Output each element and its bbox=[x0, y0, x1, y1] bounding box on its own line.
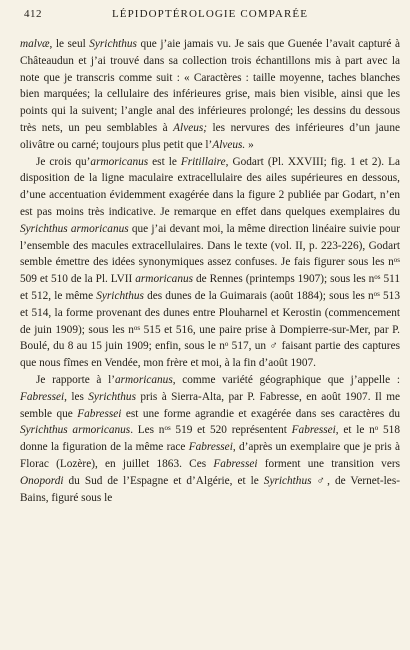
italic-term: Syrichthus bbox=[263, 474, 312, 487]
superscript: o bbox=[374, 424, 379, 433]
superscript: os bbox=[164, 424, 171, 433]
text-run: ♂, de Vernet-les-Bains, figuré sous le bbox=[20, 474, 400, 504]
text-run: est une forme agrandie et exagérée dans ses caractères du bbox=[121, 407, 400, 420]
text-run: pris à Sierra-Alta, par P. Fabresse, en août 1907. Il me semble que bbox=[20, 390, 400, 420]
text-run: 509 et 510 de la Pl. LVII bbox=[20, 273, 136, 286]
italic-term: Fabressei bbox=[188, 441, 233, 454]
text-run: , et le n bbox=[335, 424, 375, 437]
text-run: 518 donne la figuration de la même race bbox=[20, 424, 400, 454]
italic-term: malvæ bbox=[20, 38, 50, 50]
text-run: 517, un ♂ faisant partie des captures que nous fîmes en Vendée, mon frère et moi, à la fin d’août 1907. bbox=[20, 340, 400, 370]
text-run: 513 et 514, la forme provenant des dunes entre Plouharnel et Kerostin (commencement de juin 1909); sous les n bbox=[20, 289, 400, 336]
paragraph-continuation bbox=[20, 36, 400, 154]
italic-term: armoricanus bbox=[90, 155, 149, 168]
paragraph-fabressei bbox=[20, 372, 400, 506]
text-run: de Rennes (printemps 1907); sous les n bbox=[193, 273, 375, 286]
text-run: 515 et 516, une paire prise à Dompierre-sur-Mer, par P. Boulé, du 8 au 15 juin 1909; enfin, sous le n bbox=[20, 323, 401, 353]
italic-term: armoricanus bbox=[114, 373, 173, 386]
text-run: que j’aie jamais vu. Je sais que Guenée l’avait capturé à Châteaudun et j’ai trouvé dans sa collection trois échantillons mis à part avec la note que je transcris comme suit : « Caractères : taille moyenne, taches blanches bien marquées; la cellulaire des inférieures grise, mais bien visible, ainsi que les points qui la suivent; l’angle anal des inférieures prolongé; les dessins du dessous très nets, un peu semblables à bbox=[20, 38, 400, 134]
text-run: , d’après un exemplaire que je pris à Florac (Lozère), en juillet 1863. Ces bbox=[20, 441, 400, 470]
italic-term: Syrichthus armoricanus bbox=[20, 424, 131, 437]
italic-term: Syrichthus armoricanus bbox=[20, 222, 129, 235]
superscript: os bbox=[133, 323, 141, 332]
text-run: , les bbox=[64, 390, 89, 403]
italic-term: Fabressei bbox=[291, 424, 336, 437]
superscript: o bbox=[224, 340, 229, 349]
text-run: est le bbox=[148, 155, 181, 168]
text-run: Je crois qu’ bbox=[36, 155, 91, 168]
page-body bbox=[20, 36, 400, 506]
italic-term: Fritillaire bbox=[180, 155, 226, 168]
superscript: os bbox=[393, 256, 400, 265]
text-run: , comme variété géographique que j’appelle : bbox=[172, 373, 401, 386]
italic-term: Fabressei bbox=[213, 457, 258, 470]
text-run: 511 et 512, le même bbox=[20, 273, 400, 302]
text-run: les nervures des inférieures d’un jaune olivâtre ou carné; toujours plus petit que l’ bbox=[20, 121, 400, 151]
italic-term: Syrichthus bbox=[88, 390, 136, 403]
text-run: . Les n bbox=[130, 424, 165, 437]
text-run: que j’ai devant moi, la même direction linéaire suivie pour l’ensemble des macules extracellulaires. Dans le texte (vol. II, p. 223-226), Godart semble émettre des idées synonymiques assez confuses. Je fais figurer sous les n bbox=[20, 222, 400, 269]
text-run: , Godart (Pl. XXVIII; fig. 1 et 2). La disposition de la ligne maculaire extracellulaire des ailes supérieures en dessous, d’une accentuation évidemment exagérée dans la figure 2 publiée par Godart, n’en est pas moins très indicative. Je remarque en effet dans quelques exemplaires du bbox=[20, 155, 400, 218]
superscript: os bbox=[373, 289, 380, 298]
superscript: os bbox=[374, 273, 381, 282]
italic-term: Fabressei bbox=[77, 407, 122, 420]
text-run: 519 et 520 représentent bbox=[170, 424, 292, 437]
text-run: Je rapporte à l’ bbox=[36, 373, 115, 386]
text-run: du Sud de l’Espagne et d’Algérie, et le bbox=[63, 474, 264, 487]
text-run: forment une transition vers bbox=[257, 457, 400, 470]
page-number: 412 bbox=[24, 8, 42, 20]
running-title: LÉPIDOPTÉROLOGIE COMPARÉE bbox=[111, 8, 309, 20]
page-header bbox=[24, 8, 396, 24]
italic-term: Fabressei bbox=[20, 390, 65, 403]
text-run: des dunes de la Guimarais (août 1884); sous les n bbox=[143, 289, 374, 302]
italic-term: Alveus; bbox=[173, 121, 208, 134]
text-run: , le seul bbox=[49, 38, 90, 50]
text-run: » bbox=[245, 138, 254, 151]
italic-term: Alveus. bbox=[212, 138, 246, 151]
italic-term: Onopordi bbox=[20, 474, 64, 487]
italic-term: Syrichthus bbox=[96, 289, 144, 302]
italic-term: Syrichthus bbox=[89, 38, 137, 50]
italic-term: armoricanus bbox=[135, 273, 194, 286]
paragraph-fritillaire bbox=[20, 154, 400, 372]
